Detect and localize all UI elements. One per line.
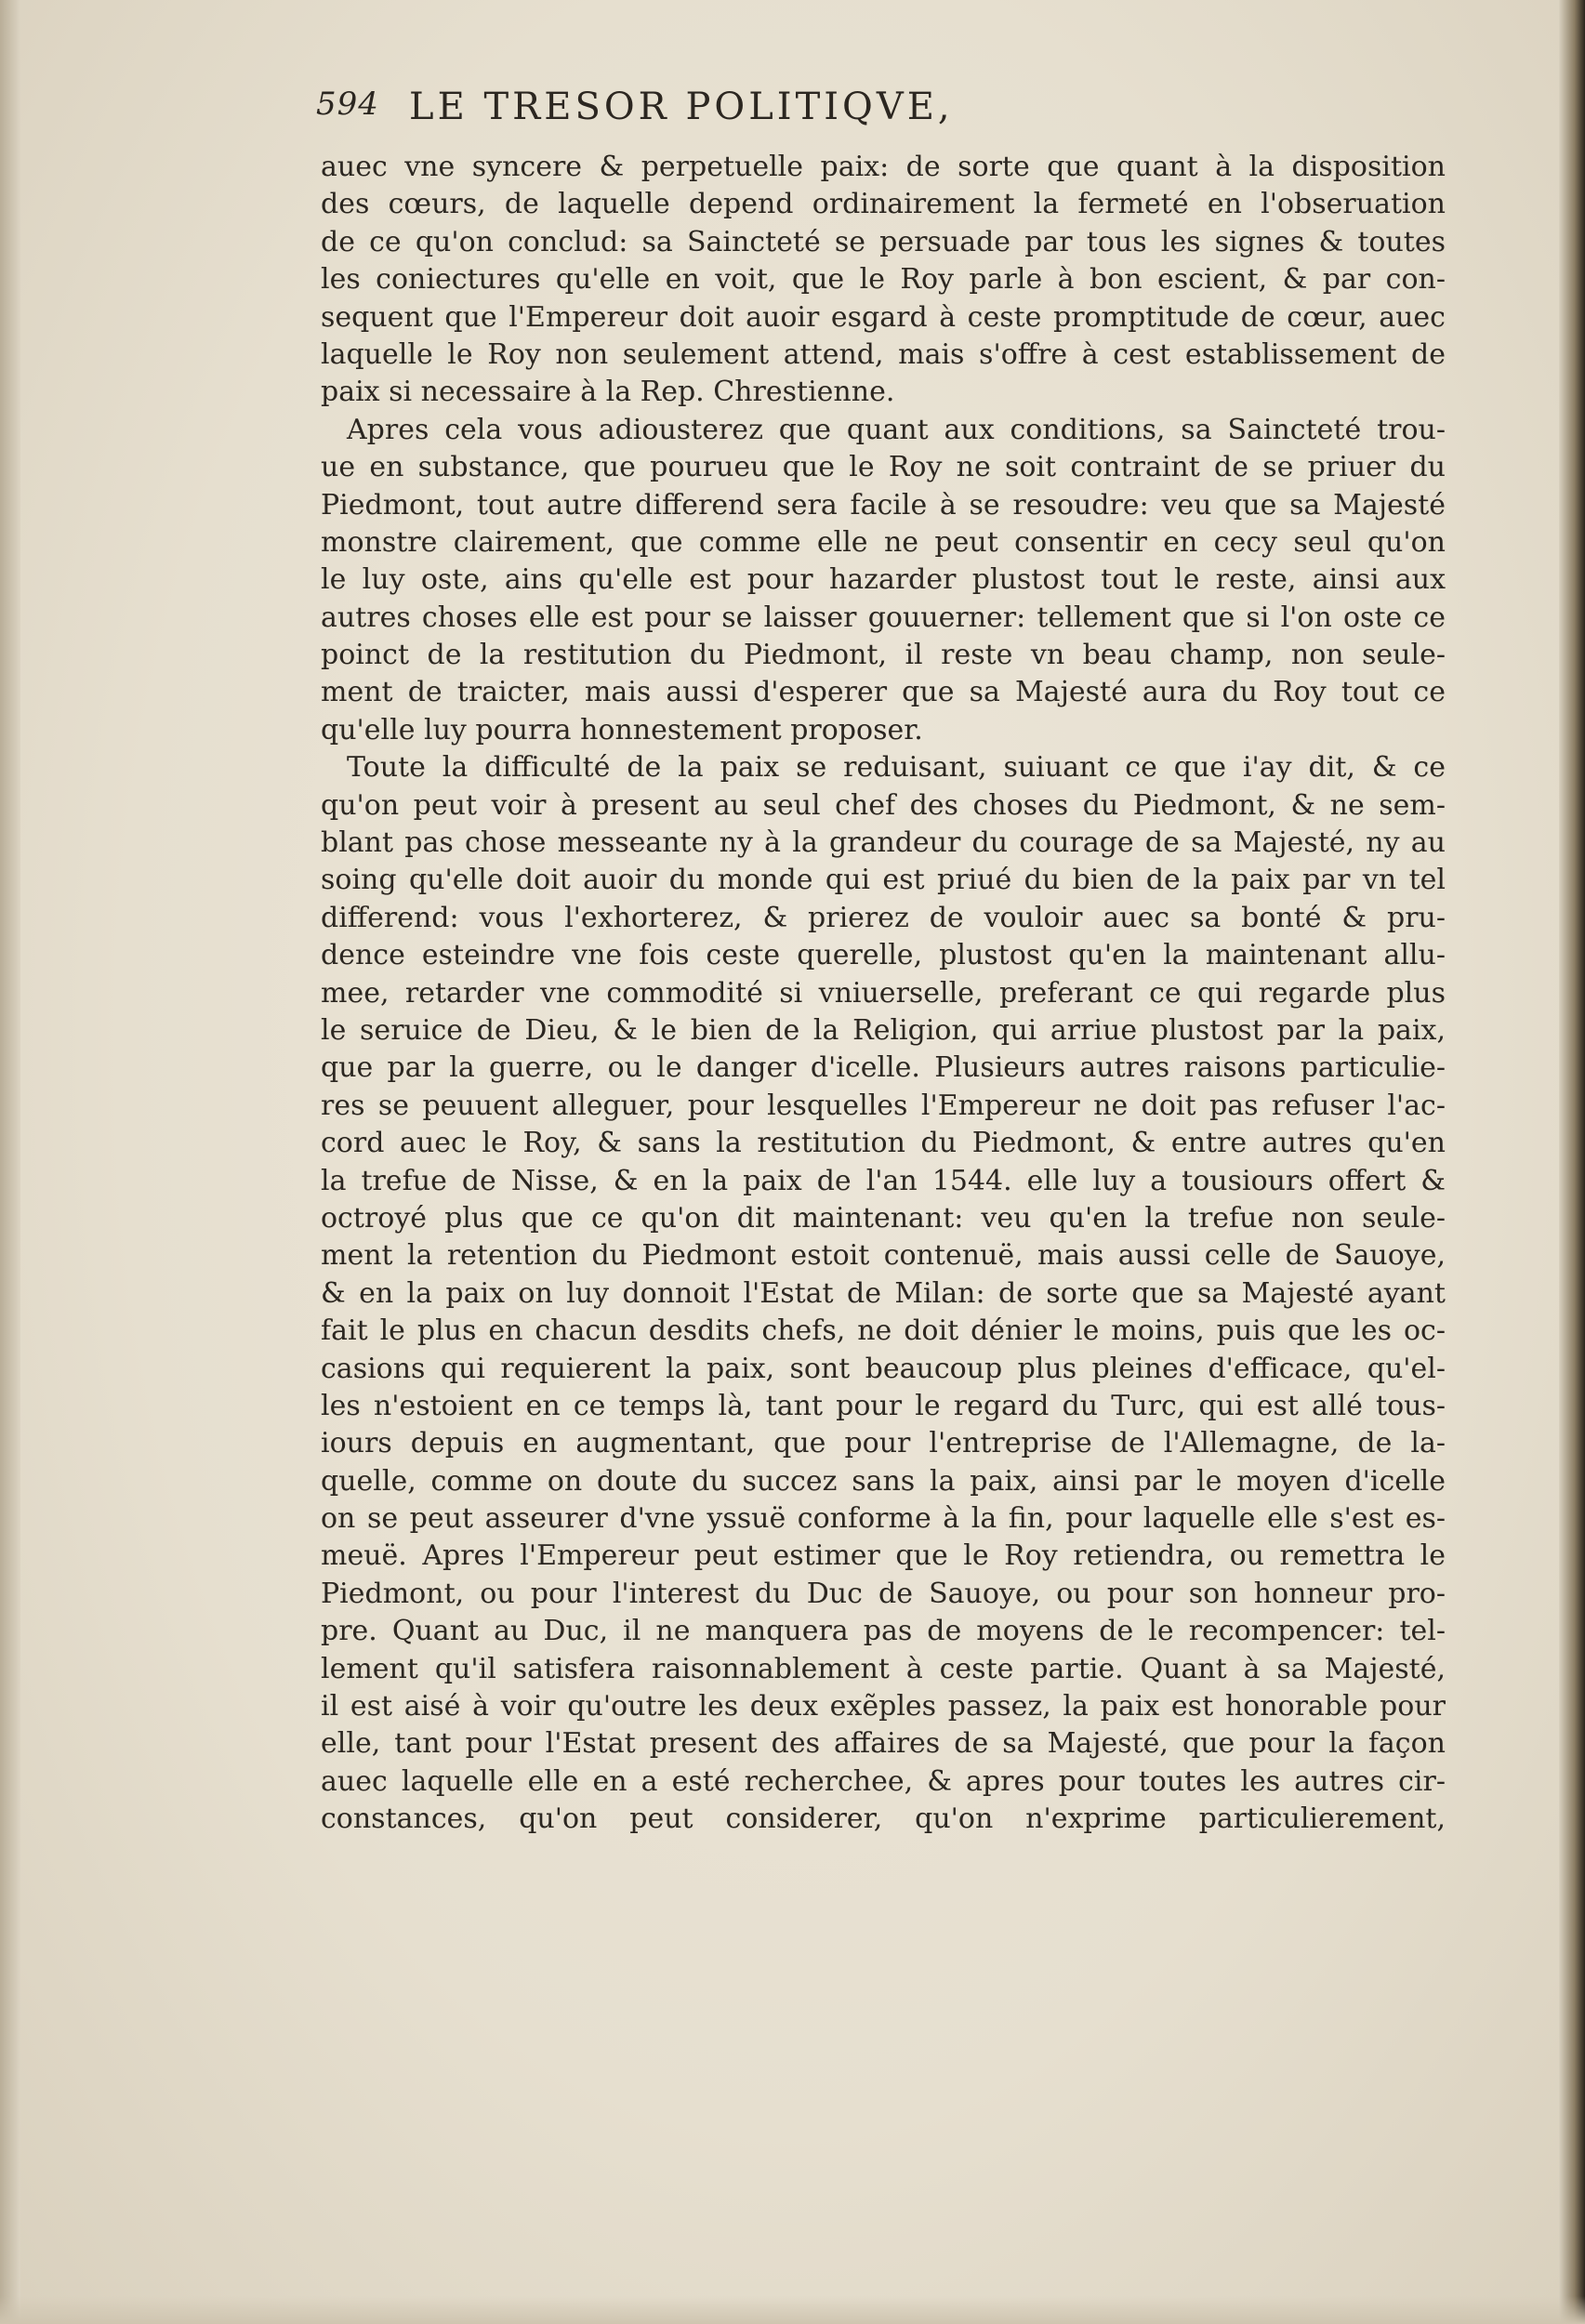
text-line: constances, qu'on peut considerer, qu'on n'exprime particulierement, [321, 1802, 1446, 1836]
text-line: auec laquelle elle en a esté recherchee, & apres pour toutes les autres cir- [321, 1764, 1446, 1798]
text-line: Toute la difficulté de la paix se reduisant, suiuant ce que i'ay dit, & ce [347, 751, 1446, 785]
text-line: qu'elle luy pourra honnestement proposer. [321, 713, 923, 746]
text-line: paix si necessaire à la Rep. Chrestienne. [321, 376, 895, 409]
page-number: 594 [316, 86, 379, 123]
text-line: monstre clairement, que comme elle ne peut consentir en cecy seul qu'on [321, 525, 1446, 559]
text-line: autres choses elle est pour se laisser gouuerner: tellement que si l'on oste ce [321, 601, 1446, 634]
text-line: elle, tant pour l'Estat present des affaires de sa Majesté, que pour la façon [321, 1727, 1446, 1761]
text-line: octroyé plus que ce qu'on dit maintenant: veu qu'en la trefue non seule- [321, 1201, 1446, 1235]
text-line: des cœurs, de laquelle depend ordinairement la fermeté en l'obseruation [321, 188, 1446, 221]
page-gutter-shadow [1559, 0, 1585, 2324]
text-line: il est aisé à voir qu'outre les deux exẽples passez, la paix est honorable pour [321, 1690, 1446, 1723]
running-head: LE TRESOR POLITIQVE, [409, 86, 954, 128]
paragraph-2 [321, 412, 1446, 750]
text-line: le seruice de Dieu, & le bien de la Religion, qui arriue plustost par la paix, [321, 1013, 1446, 1047]
text-line: blant pas chose messeante ny à la grandeur du courage de sa Majesté, ny au [321, 826, 1446, 860]
text-line: differend: vous l'exhorterez, & prierez de vouloir auec sa bonté & pru- [321, 901, 1446, 934]
text-line: lement qu'il satisfera raisonnablement à ceste partie. Quant à sa Majesté, [321, 1652, 1446, 1685]
text-line: ment de traicter, mais aussi d'esperer que sa Majesté aura du Roy tout ce [321, 676, 1446, 709]
text-line: pre. Quant au Duc, il ne manquera pas de moyens de le recompencer: tel- [321, 1615, 1446, 1648]
text-line: cord auec le Roy, & sans la restitution du Piedmont, & entre autres qu'en [321, 1127, 1446, 1160]
text-line: Piedmont, tout autre differend sera facile à se resoudre: veu que sa Majesté [321, 488, 1446, 522]
text-line: auec vne syncere & perpetuelle paix: de sorte que quant à la disposition [321, 151, 1446, 183]
text-line: ment la retention du Piedmont estoit contenuë, mais aussi celle de Sauoye, [321, 1239, 1446, 1273]
text-line: on se peut asseurer d'vne yssuë conforme à la fin, pour laquelle elle s'est es- [321, 1502, 1446, 1536]
text-line: & en la paix on luy donnoit l'Estat de Milan: de sorte que sa Majesté ayant [321, 1276, 1446, 1310]
text-line: le luy oste, ains qu'elle est pour hazarder plustost tout le reste, ainsi aux [321, 563, 1446, 597]
text-line: fait le plus en chacun desdits chefs, ne doit dénier le moins, puis que les oc- [321, 1314, 1446, 1348]
text-line: Piedmont, ou pour l'interest du Duc de Sauoye, ou pour son honneur pro- [321, 1577, 1446, 1610]
page-header [316, 86, 1246, 141]
text-line: quelle, comme on doute du succez sans la paix, ainsi par le moyen d'icelle [321, 1464, 1446, 1498]
text-line: ue en substance, que pourueu que le Roy ne soit contraint de se priuer du [321, 451, 1446, 484]
text-line: Apres cela vous adiousterez que quant aux conditions, sa Saincteté trou- [347, 413, 1446, 446]
text-line: la trefue de Nisse, & en la paix de l'an 1544. elle luy a tousiours offert & [321, 1164, 1446, 1197]
text-line: les n'estoient en ce temps là, tant pour le regard du Turc, qui est allé tous- [321, 1389, 1446, 1422]
text-line: iours depuis en augmentant, que pour l'entreprise de l'Allemagne, de la- [321, 1427, 1446, 1460]
text-line: poinct de la restitution du Piedmont, il reste vn beau champ, non seule- [321, 639, 1446, 672]
text-line: laquelle le Roy non seulement attend, mais s'offre à cest establissement de [321, 337, 1446, 371]
text-line: que par la guerre, ou le danger d'icelle. Plusieurs autres raisons particulie- [321, 1051, 1446, 1085]
text-line: sequent que l'Empereur doit auoir esgard à ceste promptitude de cœur, auec [321, 300, 1446, 334]
text-line: qu'on peut voir à present au seul chef des choses du Piedmont, & ne sem- [321, 788, 1446, 822]
body-text [321, 149, 1446, 1839]
text-line: les coniectures qu'elle en voit, que le Roy parle à bon escient, & par con- [321, 263, 1446, 297]
page-edge-left [0, 0, 20, 2324]
text-line: meuë. Apres l'Empereur peut estimer que le Roy retiendra, ou remettra le [321, 1539, 1446, 1573]
text-line: dence esteindre vne fois ceste querelle, plustost qu'en la maintenant allu- [321, 939, 1446, 972]
text-line: casions qui requierent la paix, sont beaucoup plus pleines d'efficace, qu'el- [321, 1352, 1446, 1385]
paragraph-1 [321, 149, 1446, 412]
text-line: mee, retarder vne commodité si vniuerselle, preferant ce qui regarde plus [321, 976, 1446, 1010]
paragraph-3 [321, 749, 1446, 1838]
page-edge-bottom [0, 2296, 1585, 2324]
text-line: soing qu'elle doit auoir du monde qui est priué du bien de la paix par vn tel [321, 864, 1446, 897]
text-line: res se peuuent alleguer, pour lesquelles l'Empereur ne doit pas refuser l'ac- [321, 1089, 1446, 1122]
text-line: de ce qu'on conclud: sa Saincteté se persuade par tous les signes & toutes [321, 225, 1446, 258]
